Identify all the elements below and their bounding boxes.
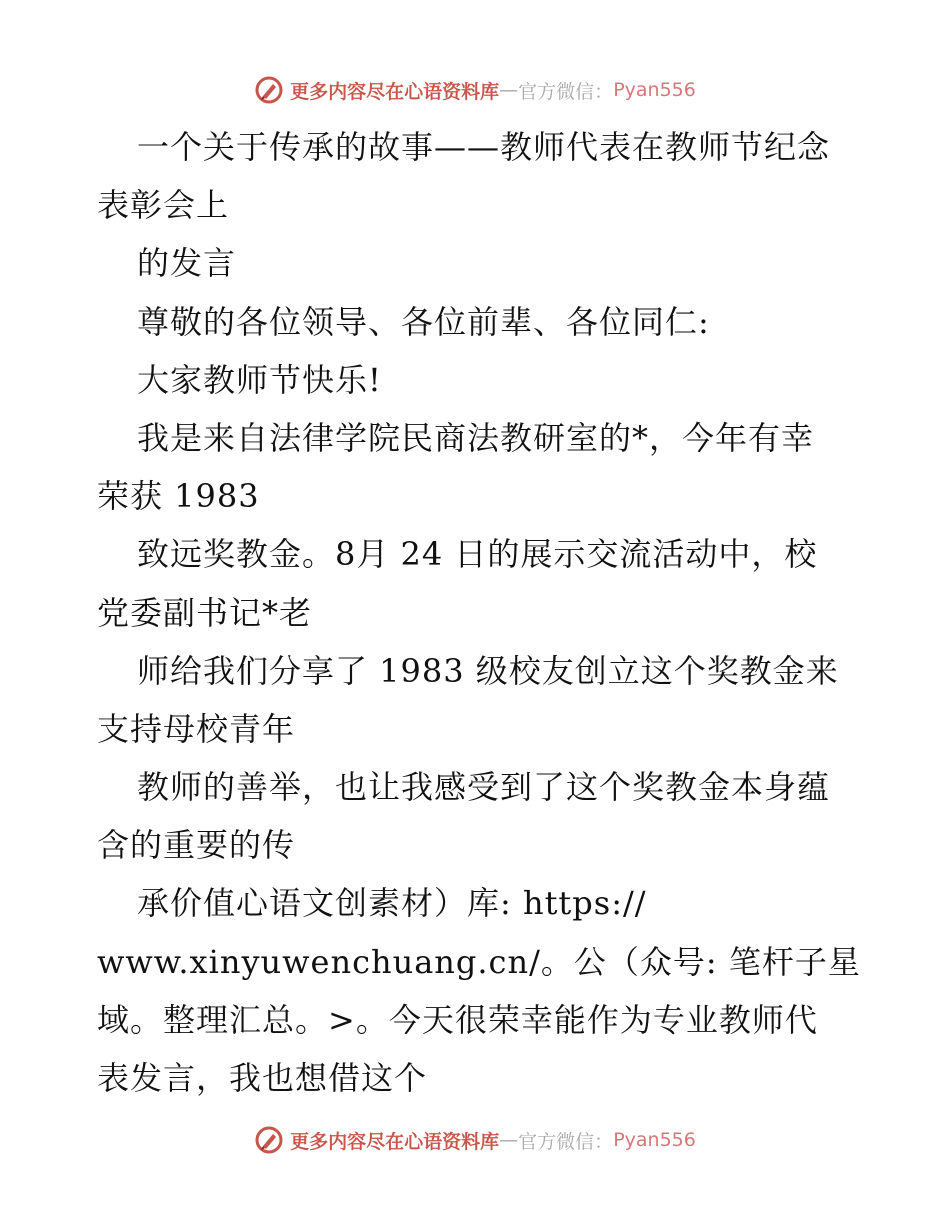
document-body [97, 118, 861, 1107]
text-line: 大家教师节快乐! [137, 360, 382, 399]
text-line: 尊敬的各位领导、各位前辈、各位同仁: [137, 302, 710, 341]
text-line: www.xinyuwenchuang.cn/。公（众号: 笔杆子星 [97, 942, 861, 981]
text-line: 教师的善举，也让我感受到了这个奖教金本身蕴 [137, 768, 831, 807]
text-line: 的发言 [137, 244, 237, 283]
text-line: 承价值心语文创素材）库: https:// [137, 884, 647, 923]
watermark-dash: — [499, 1129, 519, 1151]
watermark-header [0, 70, 950, 110]
text-line: 荣获 1983 [97, 477, 260, 516]
text-line: 致远奖教金。8月 24 日的展示交流活动中，校 [137, 535, 818, 574]
watermark-footer [0, 1120, 950, 1160]
watermark-dash: — [499, 79, 519, 101]
pen-logo-icon [254, 1125, 284, 1155]
watermark-contact-label: 官方微信： [518, 80, 614, 103]
text-line: 表发言，我也想借这个 [97, 1059, 428, 1097]
text-line: 域。整理汇总。>。今天很荣幸能作为专业教师代 [97, 1000, 818, 1039]
pen-logo-icon [254, 75, 284, 105]
watermark-contact-label: 官方微信： [518, 1130, 614, 1153]
text-line: 含的重要的传 [97, 826, 296, 865]
watermark-contact-id: Pyan556 [613, 1129, 696, 1151]
watermark-brand: 更多内容尽在心语资料库 [290, 80, 500, 103]
text-line: 支持母校青年 [97, 709, 296, 748]
watermark-brand: 更多内容尽在心语资料库 [290, 1130, 500, 1153]
text-line: 一个关于传承的故事——教师代表在教师节纪念 [137, 128, 831, 166]
text-line: 我是来自法律学院民商法教研室的*，今年有幸 [137, 418, 815, 457]
watermark-contact-id: Pyan556 [613, 79, 696, 101]
text-line: 党委副书记*老 [97, 593, 313, 632]
text-line: 师给我们分享了 1983 级校友创立这个奖教金来 [137, 651, 839, 690]
text-line: 表彰会上 [97, 186, 230, 225]
